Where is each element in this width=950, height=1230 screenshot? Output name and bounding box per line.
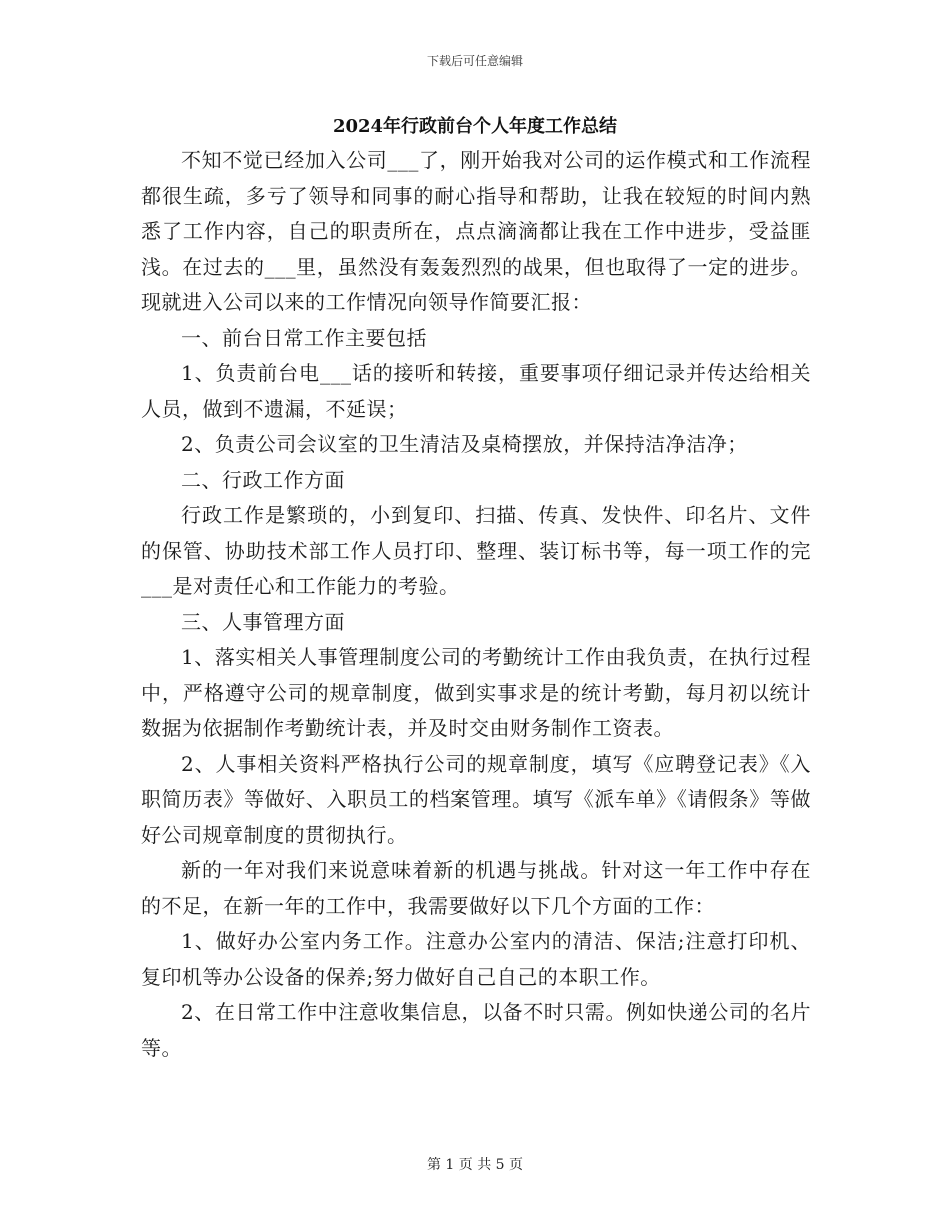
paragraph-new-year: 新的一年对我们来说意味着新的机遇与挑战。针对这一年工作中存在的不足，在新一年的工作中，我需要做好以下几个方面的工作： <box>141 858 811 918</box>
paragraph-intro: 不知不觉已经加入公司___了，刚开始我对公司的运作模式和工作流程都很生疏，多亏了领导和同事的耐心指导和帮助，让我在较短的时间内熟悉了工作内容，自己的职责所在，点点滴滴都让我在工作中进步，受益匪浅。在过去的___里，虽然没有轰轰烈烈的战果，但也取得了一定的进步。现就进入公司以来的工作情况向领导作简要汇报： <box>141 148 811 314</box>
section-heading-hr: 三、人事管理方面 <box>181 609 345 634</box>
document-title: 2024年行政前台个人年度工作总结 <box>332 116 618 137</box>
list-item: 2、在日常工作中注意收集信息，以备不时只需。例如快递公司的名片等。 <box>141 1000 811 1060</box>
paragraph-administration: 行政工作是繁琐的，小到复印、扫描、传真、发快件、印名片、文件的保管、协助技术部工作人员打印、整理、装订标书等，每一项工作的完___是对责任心和工作能力的考验。 <box>141 503 811 598</box>
list-item: 2、负责公司会议室的卫生清洁及桌椅摆放，并保持洁净洁净； <box>181 432 748 456</box>
list-item: 1、负责前台电___话的接听和转接，重要事项仔细记录并传达给相关人员，做到不遗漏，不延误； <box>141 361 811 421</box>
list-item: 1、做好办公室内务工作。注意办公室内的清洁、保洁;注意打印机、复印机等办公设备的保养;努力做好自己自己的本职工作。 <box>141 929 811 989</box>
section-heading-front-desk: 一、前台日常工作主要包括 <box>181 325 427 350</box>
list-item: 1、落实相关人事管理制度公司的考勤统计工作由我负责，在执行过程中，严格遵守公司的规章制度，做到实事求是的统计考勤，每月初以统计数据为依据制作考勤统计表，并及时交由财务制作工资表。 <box>141 645 811 740</box>
list-item: 2、人事相关资料严格执行公司的规章制度，填写《应聘登记表》《入职简历表》等做好、入职员工的档案管理。填写《派车单》《请假条》等做好公司规章制度的贯彻执行。 <box>141 751 811 847</box>
page-number-footer: 第 1 页 共 5 页 <box>426 1157 524 1173</box>
section-heading-administration: 二、行政工作方面 <box>181 467 345 492</box>
page-header-note: 下载后可任意编辑 <box>426 54 523 68</box>
document-body <box>141 143 811 1066</box>
